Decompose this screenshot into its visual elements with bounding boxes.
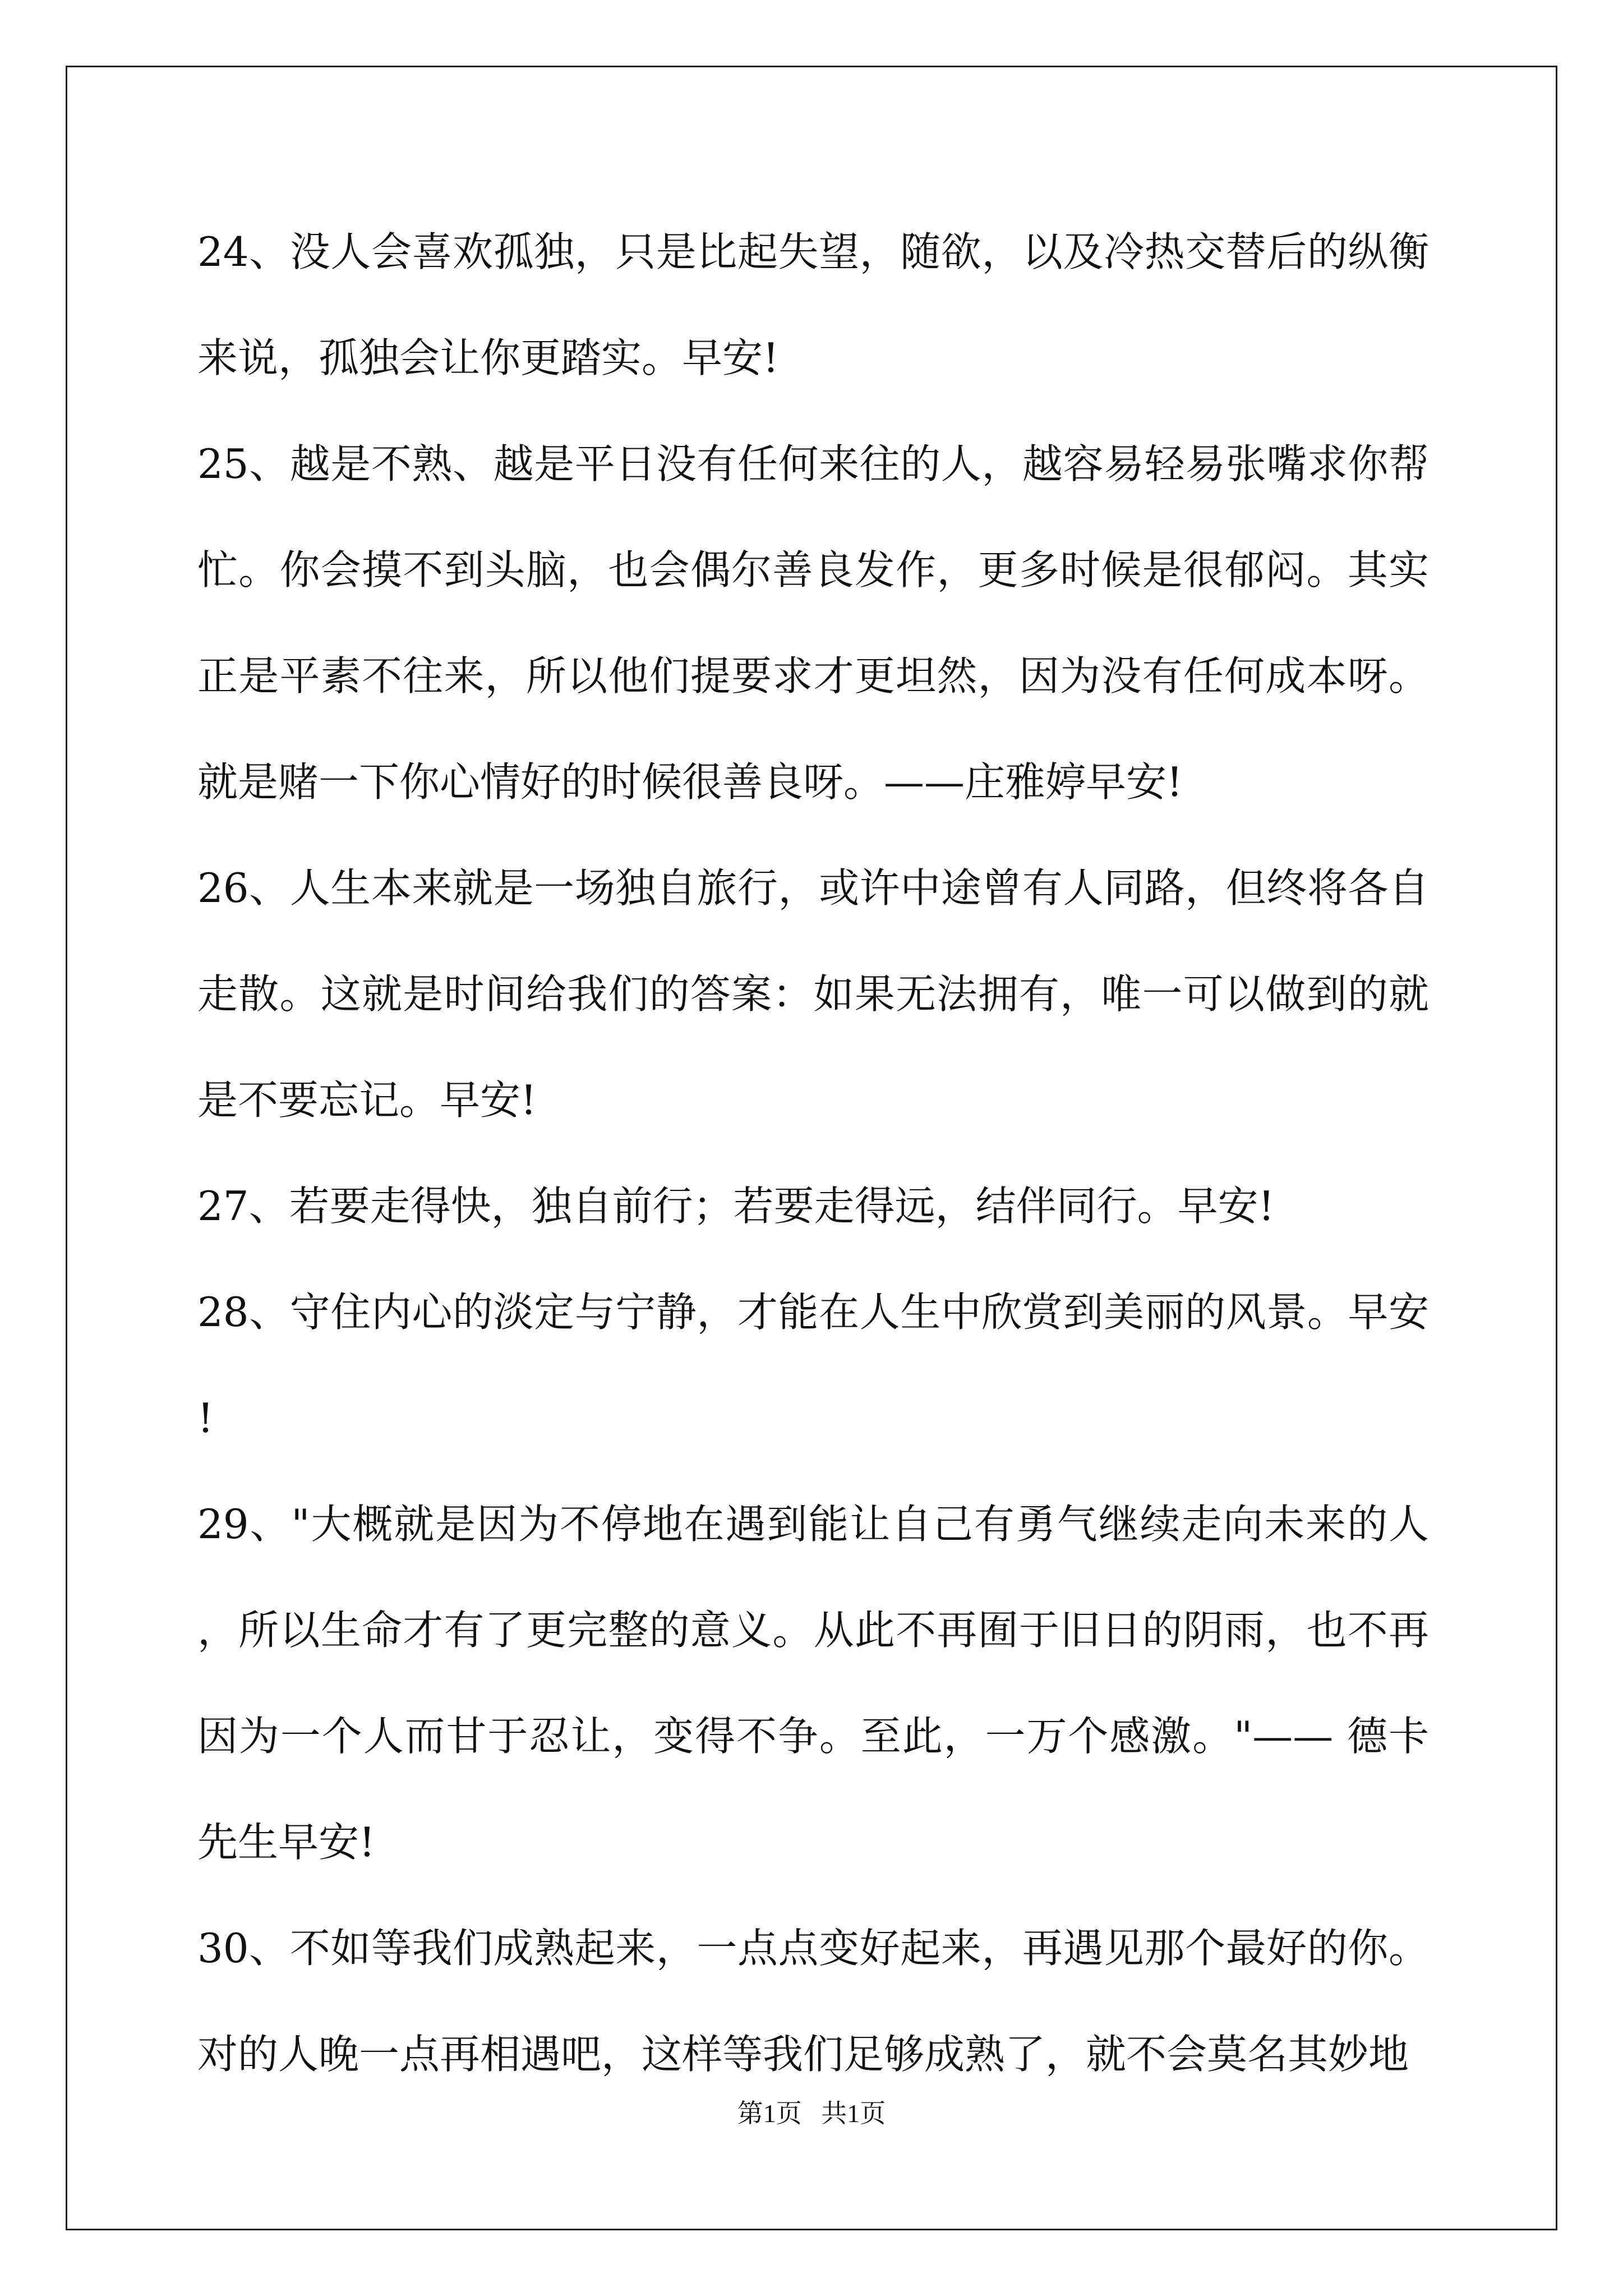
paragraph-24: 24、没人会喜欢孤独，只是比起失望，随欲，以及冷热交替后的纵衡来说，孤独会让你更踏实。早安! <box>197 228 1429 381</box>
paragraph-26: 26、人生本来就是一场独自旅行，或许中途曾有人同路，但终将各自走散。这就是时间给我们的答案：如果无法拥有，唯一可以做到的就是不要忘记。早安! <box>197 864 1429 1124</box>
page-footer <box>0 2097 1623 2131</box>
document-body <box>197 199 1429 2108</box>
page-total: 共1页 <box>821 2099 886 2128</box>
page-number: 第1页 <box>737 2099 802 2128</box>
paragraph-30: 30、不如等我们成熟起来，一点点变好起来，再遇见那个最好的你。对的人晚一点再相遇吧，这样等我们足够成熟了，就不会莫名其妙地 <box>197 1925 1429 2078</box>
paragraph-28: 28、守住内心的淡定与宁静，才能在人生中欣赏到美丽的风景。早安! <box>197 1289 1429 1442</box>
paragraph-25: 25、越是不熟、越是平日没有任何来往的人，越容易轻易张嘴求你帮忙。你会摸不到头脑，也会偶尔善良发作，更多时候是很郁闷。其实正是平素不往来，所以他们提要求才更坦然，因为没有任何成本呀。就是赌一下你心情好的时候很善良呀。——庄雅婷早安! <box>197 440 1429 806</box>
paragraph-29: 29、"大概就是因为不停地在遇到能让自己有勇气继续走向未来的人，所以生命才有了更完整的意义。从此不再囿于旧日的阴雨，也不再因为一个人而甘于忍让，变得不争。至此，一万个感激。"—— 德卡先生早安! <box>197 1501 1429 1866</box>
paragraph-27: 27、若要走得快，独自前行；若要走得远，结伴同行。早安! <box>197 1182 1275 1230</box>
